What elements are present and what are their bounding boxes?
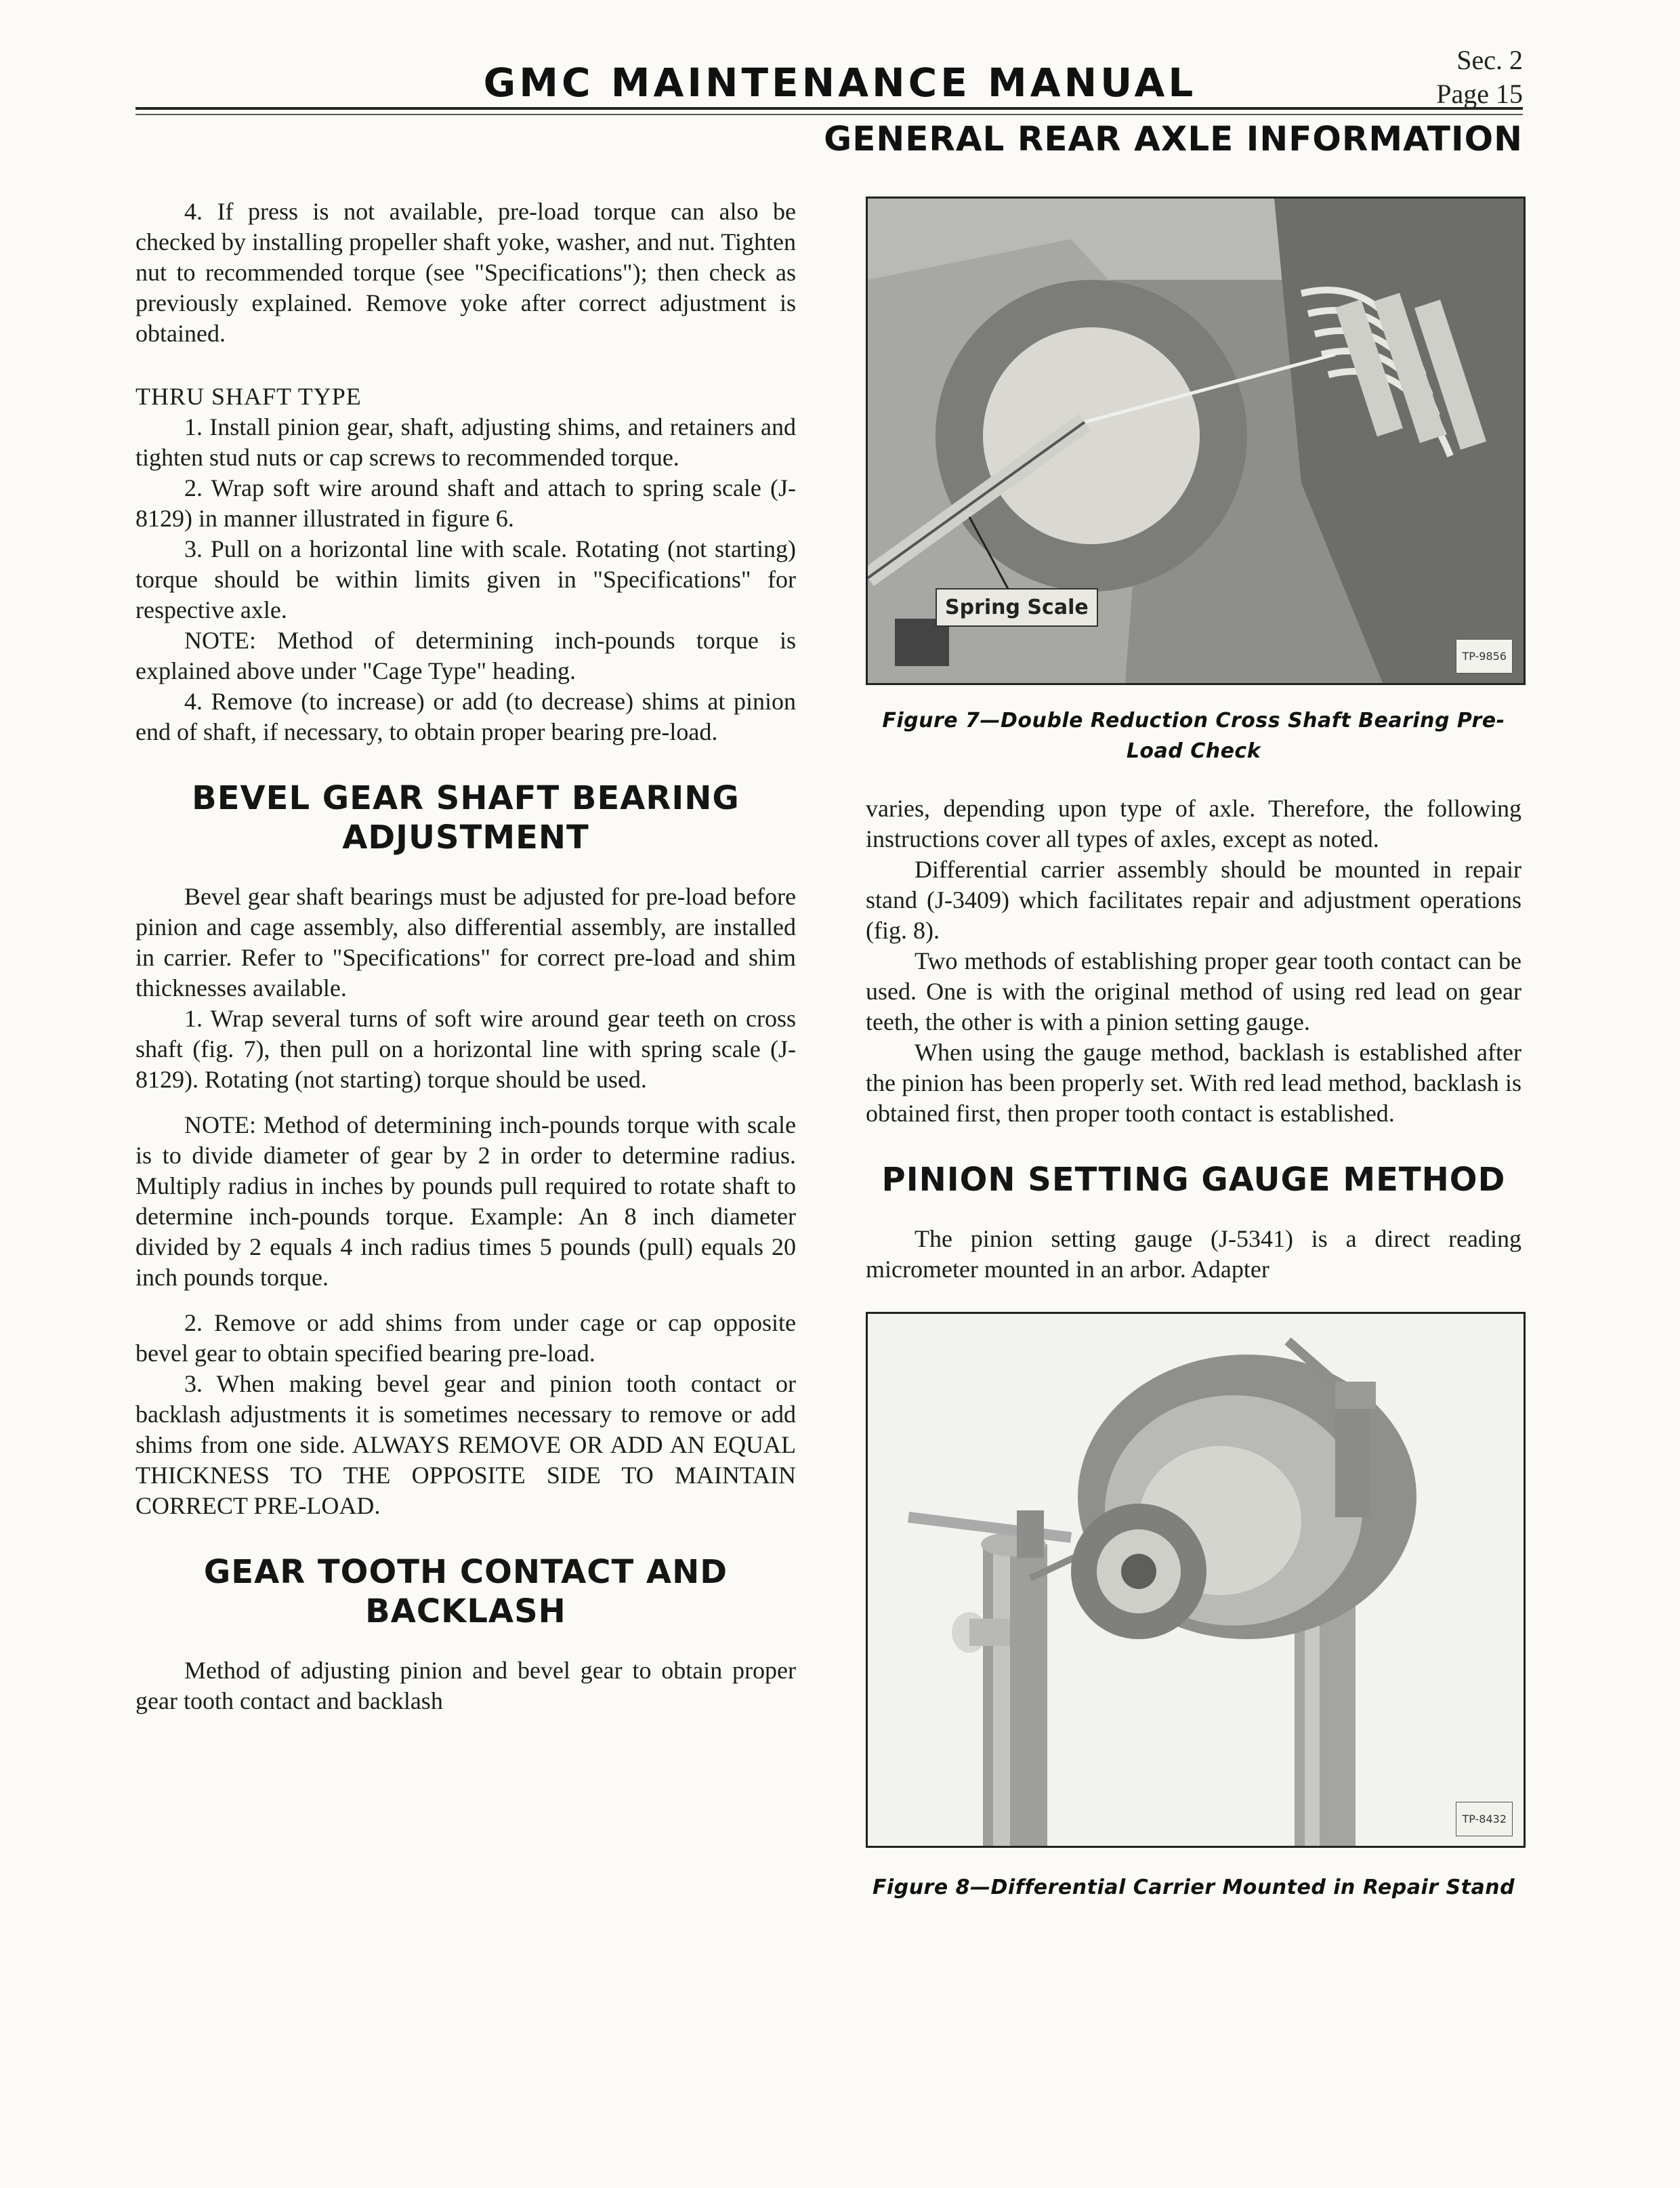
spring-scale-label: Spring Scale [936,588,1098,627]
bevel-note: NOTE: Method of determining inch-pounds torque with scale is to divide diameter of gear by 2 in order to determine radius. Multiply radius in inches by pounds pull required to rotate shaft to determine inch-pounds torque. Example: An 8 inch diameter divided by 2 equals 4 inch radius times 5 pounds (pull) equals 20 inch pounds torque. [135,1111,796,1291]
carrier-mount-paragraph: Differential carrier assembly should be mounted in repair stand (J-3409) which facilitates repair and adjustment operations (fig. 8). [866,856,1521,944]
continued-paragraph: varies, depending upon type of axle. Therefore, the following instructions cover all types of axles, except as noted. [866,795,1521,852]
thru-step-1: 1. Install pinion gear, shaft, adjusting shims, and retainers and tighten stud nuts or cap screws to recommended torque. [135,413,796,471]
thru-shaft-heading: THRU SHAFT TYPE [135,383,362,410]
figure-7-code: TP-9856 [1456,639,1513,674]
page-number: Page 15 [1436,79,1523,109]
bevel-step-1: 1. Wrap several turns of soft wire around gear teeth on cross shaft (fig. 7), then pull on a horizontal line with spring scale (J-8129). Rotating (not starting) torque should be used. [135,1005,796,1093]
chapter-title: GENERAL REAR AXLE INFORMATION [824,119,1523,159]
section-page-indicator [1436,43,1523,111]
manual-title: GMC MAINTENANCE MANUAL [483,60,1197,106]
bevel-intro: Bevel gear shaft bearings must be adjusted for pre-load before pinion and cage assembly, also differential assembly, are installed in carrier. Refer to "Specifications" for correct pre-load and shim thicknesses available. [135,883,796,1002]
differential-carrier-illustration [868,1314,1524,1846]
figure-7-photo [866,197,1526,685]
bevel-step-2: 2. Remove or add shims from under cage or cap opposite bevel gear to obtain specified bearing pre-load. [135,1309,796,1367]
pinion-gauge-intro: The pinion setting gauge (J-5341) is a direct reading micrometer mounted in an arbor. Adapter [866,1225,1521,1283]
section-number: Sec. 2 [1456,45,1523,75]
methods-paragraph: Two methods of establishing proper gear tooth contact can be used. One is with the original method of using red lead on gear teeth, the other is with a pinion setting gauge. [866,947,1521,1035]
gear-tooth-heading: GEAR TOOTH CONTACT AND BACKLASH [203,1553,728,1630]
bevel-gear-heading: BEVEL GEAR SHAFT BEARING ADJUSTMENT [192,779,740,856]
header-rule-thin [135,114,1523,115]
left-column [135,197,796,1716]
thru-note: NOTE: Method of determining inch-pounds torque is explained above under "Cage Type" heading. [135,627,796,684]
right-column [866,197,1521,1930]
figure-7-caption: Figure 7—Double Reduction Cross Shaft Bearing Pre-Load Check [882,709,1505,763]
thru-step-2: 2. Wrap soft wire around shaft and attach to spring scale (J-8129) in manner illustrated in figure 6. [135,474,796,532]
bevel-step-3: 3. When making bevel gear and pinion tooth contact or backlash adjustments it is sometimes necessary to remove or add shims from one side. ALWAYS REMOVE OR ADD AN EQUAL THICKNESS TO THE OPPOSITE SIDE TO MAINTAIN CORRECT PRE-LOAD. [135,1370,796,1519]
figure-8-code: TP-8432 [1456,1802,1513,1836]
thru-step-4: 4. Remove (to increase) or add (to decrease) shims at pinion end of shaft, if necessary, to obtain proper bearing pre-load. [135,688,796,745]
pinion-gauge-heading: PINION SETTING GAUGE METHOD [881,1161,1506,1199]
paragraph-step-4: 4. If press is not available, pre-load torque can also be checked by installing propeller shaft yoke, washer, and nut. Tighten nut to recommended torque (see "Specifications"); then check as previously explained. Remove yoke after correct adjustment is obtained. [135,198,796,347]
gauge-method-paragraph: When using the gauge method, backlash is established after the pinion has been properly set. With red lead method, backlash is obtained first, then proper tooth contact is established. [866,1039,1521,1127]
thru-step-3: 3. Pull on a horizontal line with scale. Rotating (not starting) torque should be within limits given in "Specifications" for respective axle. [135,535,796,623]
figure-8-photo [866,1312,1526,1848]
gear-tooth-intro: Method of adjusting pinion and bevel gear to obtain proper gear tooth contact and backlash [135,1657,796,1714]
figure-8-caption: Figure 8—Differential Carrier Mounted in Repair Stand [872,1876,1515,1899]
header-rule-thick [135,107,1523,110]
